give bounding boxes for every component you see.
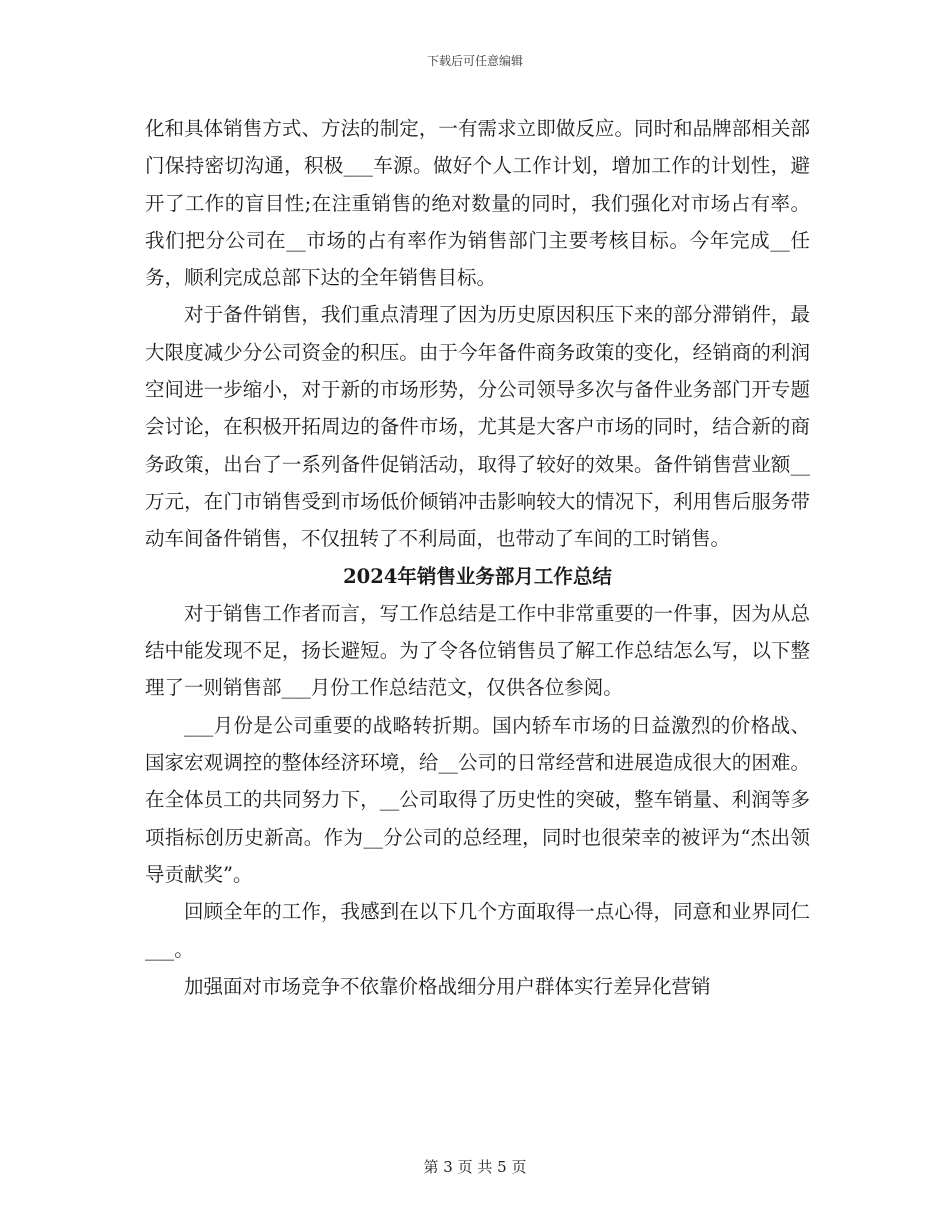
- paragraph-4: ___月份是公司重要的战略转折期。国内轿车市场的日益激烈的价格战、国家宏观调控的整体经济环境，给__公司的日常经营和进展造成很大的困难。在全体员工的共同努力下，__公司取得了历史性的突破，整车销量、利润等多项指标创历史新高。作为__分公司的总经理，同时也很荣幸的被评为“杰出领导贡献奖”。: [145, 713, 810, 886]
- paragraph-3: 对于销售工作者而言，写工作总结是工作中非常重要的一件事，因为从总结中能发现不足，扬长避短。为了令各位销售员了解工作总结怎么写，以下整理了一则销售部___月份工作总结范文，仅供各位参阅。: [145, 601, 810, 700]
- paragraph-5: 回顾全年的工作，我感到在以下几个方面取得一点心得，同意和业界同仁___。: [145, 900, 810, 961]
- paragraph-1: 化和具体销售方式、方法的制定，一有需求立即做反应。同时和品牌部相关部门保持密切沟通，积极___车源。做好个人工作计划，增加工作的计划性，避开了工作的盲目性;在注重销售的绝对数量的同时，我们强化对市场占有率。我们把分公司在__市场的占有率作为销售部门主要考核目标。今年完成__任务，顺利完成总部下达的全年销售目标。: [145, 117, 810, 290]
- page-footer: 第 3 页 共 5 页: [423, 1158, 527, 1176]
- paragraph-2: 对于备件销售，我们重点清理了因为历史原因积压下来的部分滞销件，最大限度减少分公司资金的积压。由于今年备件商务政策的变化，经销商的利润空间进一步缩小，对于新的市场形势，分公司领导多次与备件业务部门开专题会讨论，在积极开拓周边的备件市场，尤其是大客户市场的同时，结合新的商务政策，出台了一系列备件促销活动，取得了较好的效果。备件销售营业额__万元，在门市销售受到市场低价倾销冲击影响较大的情况下，利用售后服务带动车间备件销售，不仅扭转了不利局面，也带动了车间的工时销售。: [145, 303, 810, 551]
- document-body: [145, 110, 810, 1005]
- page-header: 下载后可任意编辑: [426, 54, 523, 68]
- paragraph-6: 加强面对市场竞争不依靠价格战细分用户群体实行差异化营销: [184, 974, 711, 998]
- section-title: 2024年销售业务部月工作总结: [343, 564, 612, 588]
